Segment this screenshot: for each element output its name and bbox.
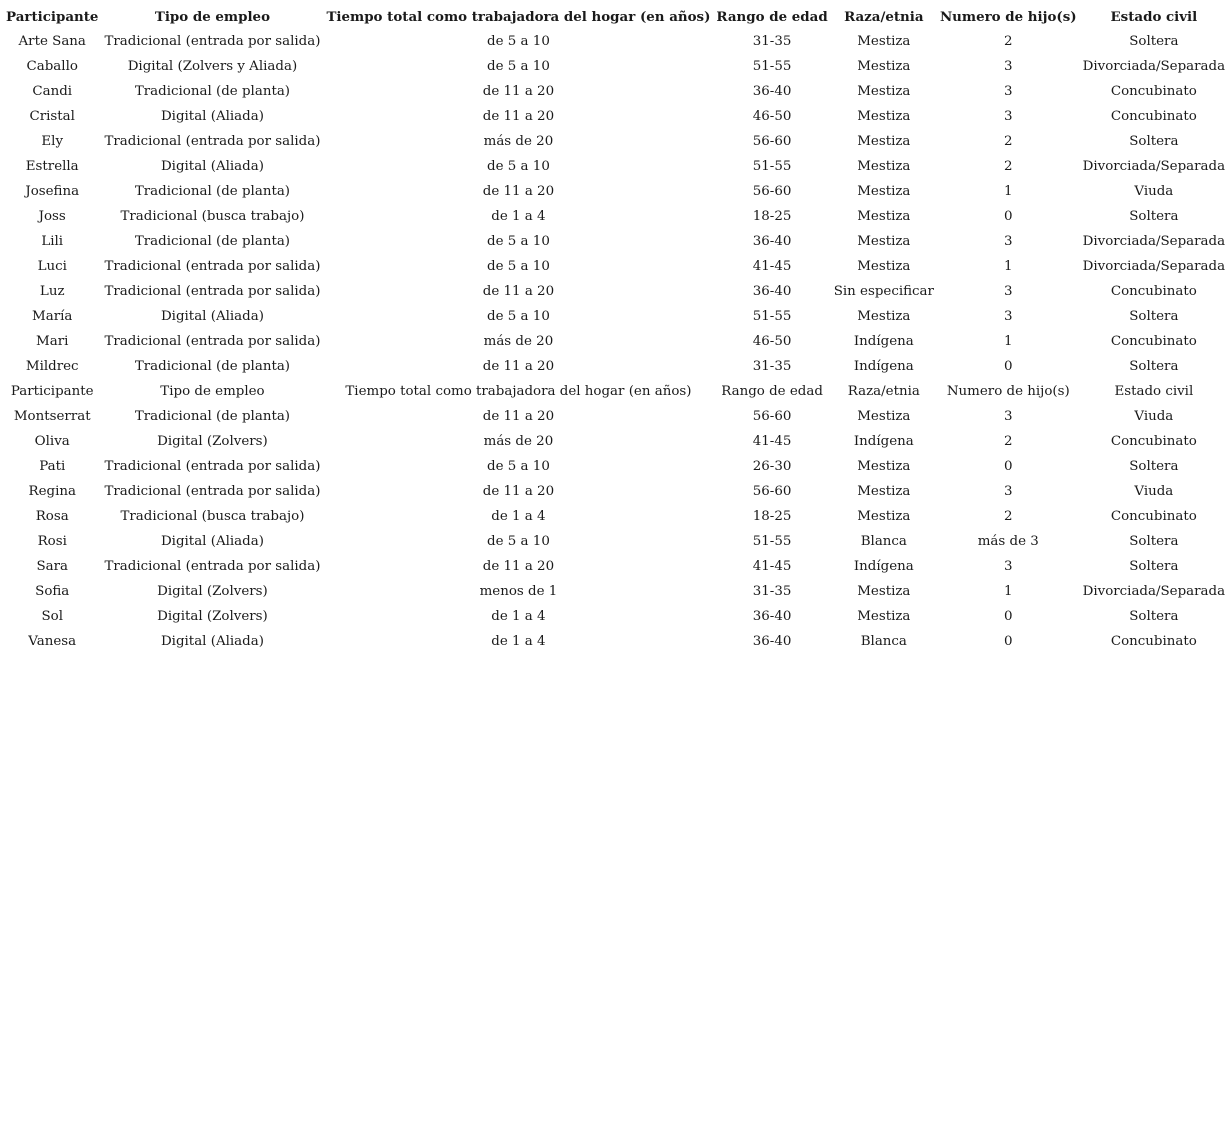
table-cell: Tradicional (busca trabajo)	[120, 209, 305, 224]
table-row	[3, 354, 1228, 379]
column-header: Estado civil	[1110, 8, 1198, 25]
table-cell: de 11 a 20	[482, 484, 555, 499]
table-row	[3, 604, 1228, 629]
table-cell: Rosa	[35, 509, 69, 524]
table-cell: 31-35	[752, 34, 792, 49]
table-cell: 3	[1004, 234, 1013, 249]
table-cell: Soltera	[1129, 359, 1179, 374]
table-cell: Concubinato	[1110, 634, 1197, 649]
table-cell: 3	[1004, 109, 1013, 124]
table-cell: Digital (Aliada)	[160, 109, 264, 124]
table-cell: Tradicional (de planta)	[134, 359, 291, 374]
table-cell: Mestiza	[857, 34, 911, 49]
table-cell: Tradicional (entrada por salida)	[104, 284, 321, 299]
table-cell: de 11 a 20	[482, 559, 555, 574]
table-cell: más de 20	[483, 434, 554, 449]
table-cell: 41-45	[752, 559, 792, 574]
table-cell: Estrella	[25, 159, 79, 174]
repeated-header-row	[3, 379, 1228, 404]
table-cell: 1	[1004, 334, 1013, 349]
table-cell: Tradicional (entrada por salida)	[104, 334, 321, 349]
table-cell: de 5 a 10	[487, 159, 550, 174]
table-cell: Tradicional (entrada por salida)	[104, 34, 321, 49]
table-cell: Blanca	[860, 534, 907, 549]
table-cell: Sara	[36, 559, 68, 574]
table-cell: Divorciada/Separada	[1082, 234, 1226, 249]
table-cell: 46-50	[752, 334, 792, 349]
table-cell: 51-55	[752, 159, 792, 174]
table-cell: 41-45	[752, 259, 792, 274]
table-cell: Soltera	[1129, 34, 1179, 49]
table-cell: Joss	[38, 209, 66, 224]
table-cell: Mestiza	[857, 134, 911, 149]
table-row	[3, 429, 1228, 454]
column-header: Tiempo total como trabajadora del hogar (en años)	[345, 384, 692, 399]
table-cell: 3	[1004, 309, 1013, 324]
table-cell: 41-45	[752, 434, 792, 449]
table-cell: Luci	[37, 259, 67, 274]
table-cell: 36-40	[752, 84, 792, 99]
table-cell: Mestiza	[857, 209, 911, 224]
table-cell: Tradicional (entrada por salida)	[104, 484, 321, 499]
table-cell: menos de 1	[479, 584, 558, 599]
table-cell: 56-60	[752, 134, 792, 149]
table-row	[3, 129, 1228, 154]
table-cell: Soltera	[1129, 609, 1179, 624]
column-header: Participante	[10, 384, 94, 399]
table-cell: de 11 a 20	[482, 409, 555, 424]
table-row	[3, 629, 1228, 654]
table-cell: Digital (Aliada)	[160, 309, 264, 324]
table-cell: más de 3	[977, 534, 1039, 549]
table-cell: Lili	[41, 234, 64, 249]
table-cell: 3	[1004, 484, 1013, 499]
column-header: Estado civil	[1114, 384, 1194, 399]
table-cell: de 1 a 4	[491, 609, 546, 624]
table-body-part-2	[3, 404, 1228, 654]
table-cell: Divorciada/Separada	[1082, 259, 1226, 274]
table-cell: Viuda	[1134, 484, 1174, 499]
table-cell: Digital (Aliada)	[160, 534, 264, 549]
table-cell: Digital (Aliada)	[160, 634, 264, 649]
table-cell: 2	[1004, 434, 1013, 449]
column-header: Tipo de empleo	[160, 384, 265, 399]
table-cell: Indígena	[853, 434, 914, 449]
table-cell: 3	[1004, 84, 1013, 99]
table-cell: 3	[1004, 59, 1013, 74]
table-cell: 51-55	[752, 534, 792, 549]
table-cell: de 5 a 10	[487, 309, 550, 324]
column-header: Participante	[6, 8, 99, 25]
table-cell: 2	[1004, 159, 1013, 174]
table-cell: Digital (Zolvers)	[157, 434, 268, 449]
table-cell: de 5 a 10	[487, 534, 550, 549]
table-cell: Tradicional (de planta)	[134, 409, 291, 424]
participants-table	[3, 4, 1228, 654]
table-cell: Tradicional (entrada por salida)	[104, 134, 321, 149]
table-row	[3, 179, 1228, 204]
table-cell: de 11 a 20	[482, 109, 555, 124]
table-cell: Soltera	[1129, 134, 1179, 149]
column-header: Raza/etnia	[847, 384, 920, 399]
table-cell: Divorciada/Separada	[1082, 584, 1226, 599]
column-header: Rango de edad	[721, 384, 823, 399]
table-cell: Mildrec	[25, 359, 79, 374]
table-cell: Caballo	[26, 59, 78, 74]
table-cell: de 1 a 4	[491, 509, 546, 524]
table-cell: Blanca	[860, 634, 907, 649]
table-cell: Tradicional (entrada por salida)	[104, 559, 321, 574]
table-cell: de 5 a 10	[487, 34, 550, 49]
table-cell: 0	[1004, 359, 1013, 374]
table-cell: Montserrat	[13, 409, 91, 424]
table-cell: Candi	[32, 84, 73, 99]
table-cell: Digital (Aliada)	[160, 159, 264, 174]
table-cell: Soltera	[1129, 309, 1179, 324]
table-cell: Mari	[36, 334, 69, 349]
column-header: Numero de hijo(s)	[939, 8, 1077, 25]
table-cell: Mestiza	[857, 609, 911, 624]
table-cell: 46-50	[752, 109, 792, 124]
table-row	[3, 204, 1228, 229]
table-cell: de 5 a 10	[487, 234, 550, 249]
table-header-row	[3, 4, 1228, 29]
table-row	[3, 29, 1228, 54]
table-cell: 1	[1004, 584, 1013, 599]
table-cell: Divorciada/Separada	[1082, 159, 1226, 174]
table-cell: Regina	[28, 484, 76, 499]
table-cell: 1	[1004, 184, 1013, 199]
table-cell: Concubinato	[1110, 434, 1197, 449]
table-cell: 3	[1004, 284, 1013, 299]
table-cell: 56-60	[752, 409, 792, 424]
table-cell: Tradicional (entrada por salida)	[104, 459, 321, 474]
table-cell: de 1 a 4	[491, 209, 546, 224]
table-cell: Mestiza	[857, 484, 911, 499]
table-cell: 2	[1004, 134, 1013, 149]
column-header: Rango de edad	[716, 8, 828, 25]
table-cell: Tradicional (de planta)	[134, 84, 291, 99]
table-cell: 0	[1004, 209, 1013, 224]
table-cell: Pati	[39, 459, 66, 474]
table-row	[3, 304, 1228, 329]
table-row	[3, 404, 1228, 429]
table-cell: Indígena	[853, 334, 914, 349]
table-cell: Sol	[41, 609, 63, 624]
column-header: Numero de hijo(s)	[946, 384, 1070, 399]
table-cell: Tradicional (entrada por salida)	[104, 259, 321, 274]
table-cell: Viuda	[1134, 184, 1174, 199]
table-cell: de 11 a 20	[482, 284, 555, 299]
table-cell: 31-35	[752, 359, 792, 374]
table-cell: Mestiza	[857, 109, 911, 124]
column-header: Tiempo total como trabajadora del hogar (en años)	[326, 8, 711, 25]
table-cell: Sin especificar	[833, 284, 934, 299]
table-cell: 36-40	[752, 234, 792, 249]
table-row	[3, 54, 1228, 79]
table-cell: Digital (Zolvers)	[157, 584, 268, 599]
table-cell: de 11 a 20	[482, 359, 555, 374]
table-cell: Mestiza	[857, 259, 911, 274]
table-cell: Mestiza	[857, 509, 911, 524]
table-cell: 36-40	[752, 609, 792, 624]
table-cell: de 11 a 20	[482, 184, 555, 199]
table-cell: Mestiza	[857, 584, 911, 599]
table-cell: Tradicional (de planta)	[134, 184, 291, 199]
table-cell: Concubinato	[1110, 109, 1197, 124]
table-cell: más de 20	[483, 134, 554, 149]
table-cell: Soltera	[1129, 534, 1179, 549]
table-row	[3, 279, 1228, 304]
table-cell: Vanesa	[28, 634, 77, 649]
table-cell: 26-30	[752, 459, 792, 474]
table-cell: Mestiza	[857, 409, 911, 424]
table-cell: Indígena	[853, 359, 914, 374]
table-cell: de 5 a 10	[487, 459, 550, 474]
table-cell: 31-35	[752, 584, 792, 599]
table-cell: Divorciada/Separada	[1082, 59, 1226, 74]
table-cell: de 5 a 10	[487, 259, 550, 274]
table-cell: Tradicional (busca trabajo)	[120, 509, 305, 524]
table-cell: Viuda	[1134, 409, 1174, 424]
table-cell: Arte Sana	[18, 34, 86, 49]
table-cell: 0	[1004, 609, 1013, 624]
table-row	[3, 79, 1228, 104]
table-row	[3, 229, 1228, 254]
table-row	[3, 254, 1228, 279]
table-cell: Soltera	[1129, 559, 1179, 574]
table-cell: 36-40	[752, 634, 792, 649]
table-body-part-1	[3, 29, 1228, 379]
table-cell: Concubinato	[1110, 284, 1197, 299]
table-cell: Luz	[39, 284, 65, 299]
table-cell: Mestiza	[857, 459, 911, 474]
table-cell: Mestiza	[857, 159, 911, 174]
table-cell: 3	[1004, 409, 1013, 424]
table-row	[3, 454, 1228, 479]
column-header: Raza/etnia	[844, 8, 924, 25]
table-cell: Concubinato	[1110, 334, 1197, 349]
table-cell: 56-60	[752, 484, 792, 499]
table-row	[3, 579, 1228, 604]
table-cell: Indígena	[853, 559, 914, 574]
table-cell: 2	[1004, 34, 1013, 49]
column-header: Tipo de empleo	[154, 8, 271, 25]
table-cell: 1	[1004, 259, 1013, 274]
table-cell: Sofia	[35, 584, 70, 599]
table-cell: Mestiza	[857, 184, 911, 199]
table-cell: más de 20	[483, 334, 554, 349]
table-cell: 18-25	[752, 509, 792, 524]
table-row	[3, 504, 1228, 529]
table-cell: 0	[1004, 634, 1013, 649]
table-cell: Ely	[41, 134, 64, 149]
table-cell: Digital (Zolvers)	[157, 609, 268, 624]
table-cell: María	[32, 309, 73, 324]
table-cell: 3	[1004, 559, 1013, 574]
table-cell: Soltera	[1129, 209, 1179, 224]
table-cell: Oliva	[34, 434, 70, 449]
table-row	[3, 554, 1228, 579]
table-cell: de 5 a 10	[487, 59, 550, 74]
table-cell: 36-40	[752, 284, 792, 299]
table-cell: de 11 a 20	[482, 84, 555, 99]
table-cell: de 1 a 4	[491, 634, 546, 649]
table-row	[3, 104, 1228, 129]
table-cell: Soltera	[1129, 459, 1179, 474]
repeated-header	[3, 379, 1228, 404]
table-cell: Mestiza	[857, 309, 911, 324]
table-cell: Concubinato	[1110, 509, 1197, 524]
table-cell: 0	[1004, 459, 1013, 474]
table-cell: 18-25	[752, 209, 792, 224]
table-cell: Tradicional (de planta)	[134, 234, 291, 249]
table-row	[3, 529, 1228, 554]
table-row	[3, 479, 1228, 504]
table-cell: Digital (Zolvers y Aliada)	[127, 59, 298, 74]
table-cell: 51-55	[752, 309, 792, 324]
table-row	[3, 154, 1228, 179]
table-cell: Concubinato	[1110, 84, 1197, 99]
table-cell: Josefina	[25, 184, 80, 199]
table-cell: 56-60	[752, 184, 792, 199]
table-cell: Mestiza	[857, 234, 911, 249]
table-row	[3, 329, 1228, 354]
table-cell: Rosi	[37, 534, 67, 549]
table-cell: 51-55	[752, 59, 792, 74]
table-cell: 2	[1004, 509, 1013, 524]
table-cell: Mestiza	[857, 59, 911, 74]
table-cell: Cristal	[29, 109, 75, 124]
table-cell: Mestiza	[857, 84, 911, 99]
